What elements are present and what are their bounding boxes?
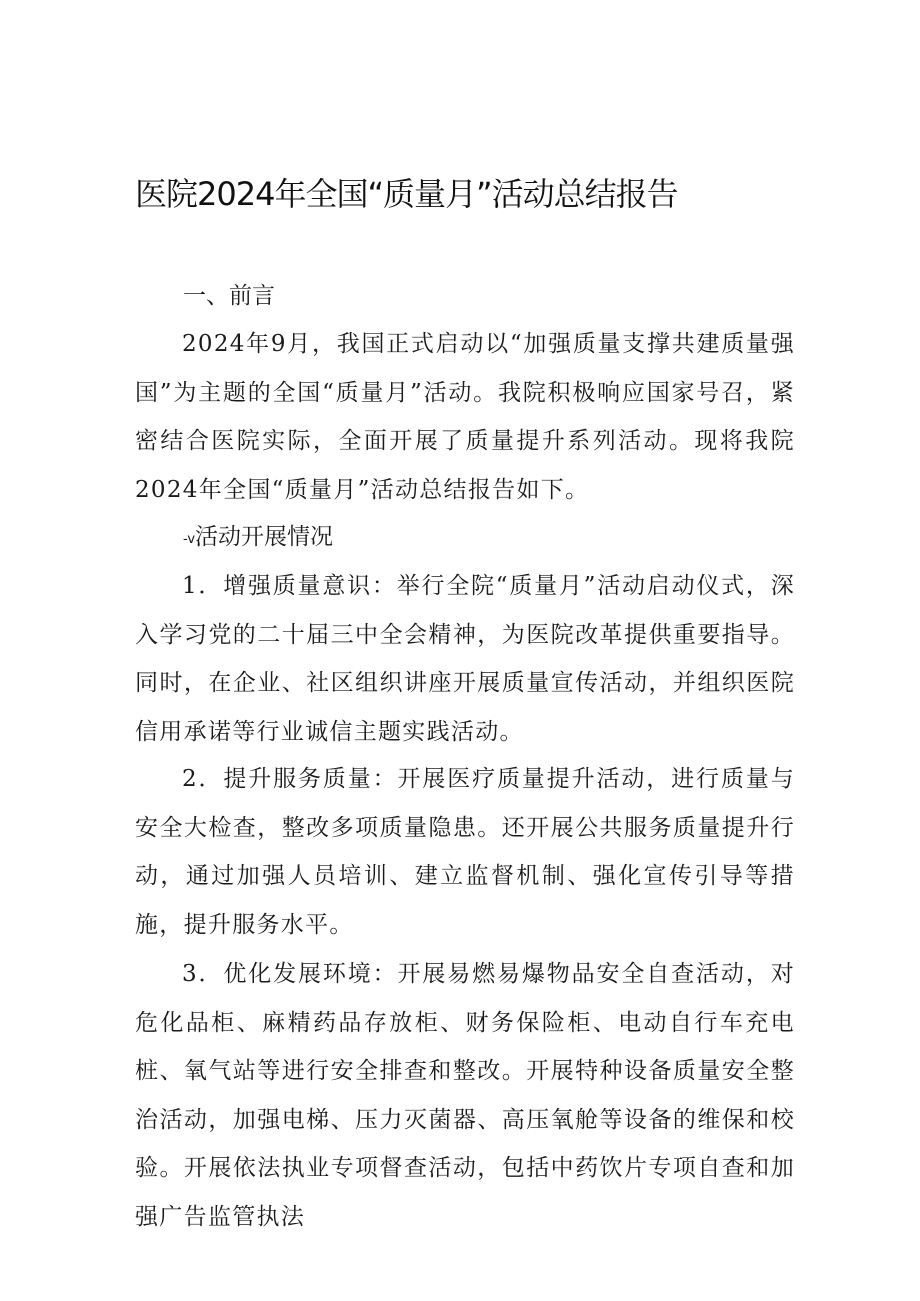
list-item-quality-awareness: 1．增强质量意识：举行全院“质量月”活动启动仪式，深入学习党的二十届三中全会精神，为医院改革提供重要指导。同时，在企业、社区组织讲座开展质量宣传活动，并组织医院信用承诺等行业诚信主题实践活动。 — [135, 573, 795, 745]
heading-mark: -v — [183, 532, 196, 547]
preface-paragraph: 2024年9月，我国正式启动以“加强质量支撑共建质量强国”为主题的全国“质量月”活动。我院积极响应国家号召，紧密结合医院实际，全面开展了质量提升系列活动。现将我院2024年全国“质量月”活动总结报告如下。 — [135, 331, 795, 503]
section-heading-activities-label: 活动开展情况 — [195, 524, 334, 550]
document-title: 医院2024年全国“质量月”活动总结报告 — [135, 175, 678, 213]
list-item-service-quality: 2．提升服务质量：开展医疗质量提升活动，进行质量与安全大检查，整改多项质量隐患。还开展公共服务质量提升行动，通过加强人员培训、建立监督机制、强化宣传引导等措施，提升服务水平。 — [135, 766, 795, 938]
list-item-development-environment: 3．优化发展环境：开展易燃易爆物品安全自查活动，对危化品柜、麻精药品存放柜、财务保险柜、电动自行车充电桩、氧气站等进行安全排查和整改。开展特种设备质量安全整治活动，加强电梯、压力灭菌器、高压氧舱等设备的维保和校验。开展依法执业专项督查活动，包括中药饮片专项自查和加强广告监管执法 — [135, 961, 795, 1230]
section-heading-activities — [183, 518, 333, 559]
section-heading-preface: 一、前言 — [183, 283, 275, 309]
